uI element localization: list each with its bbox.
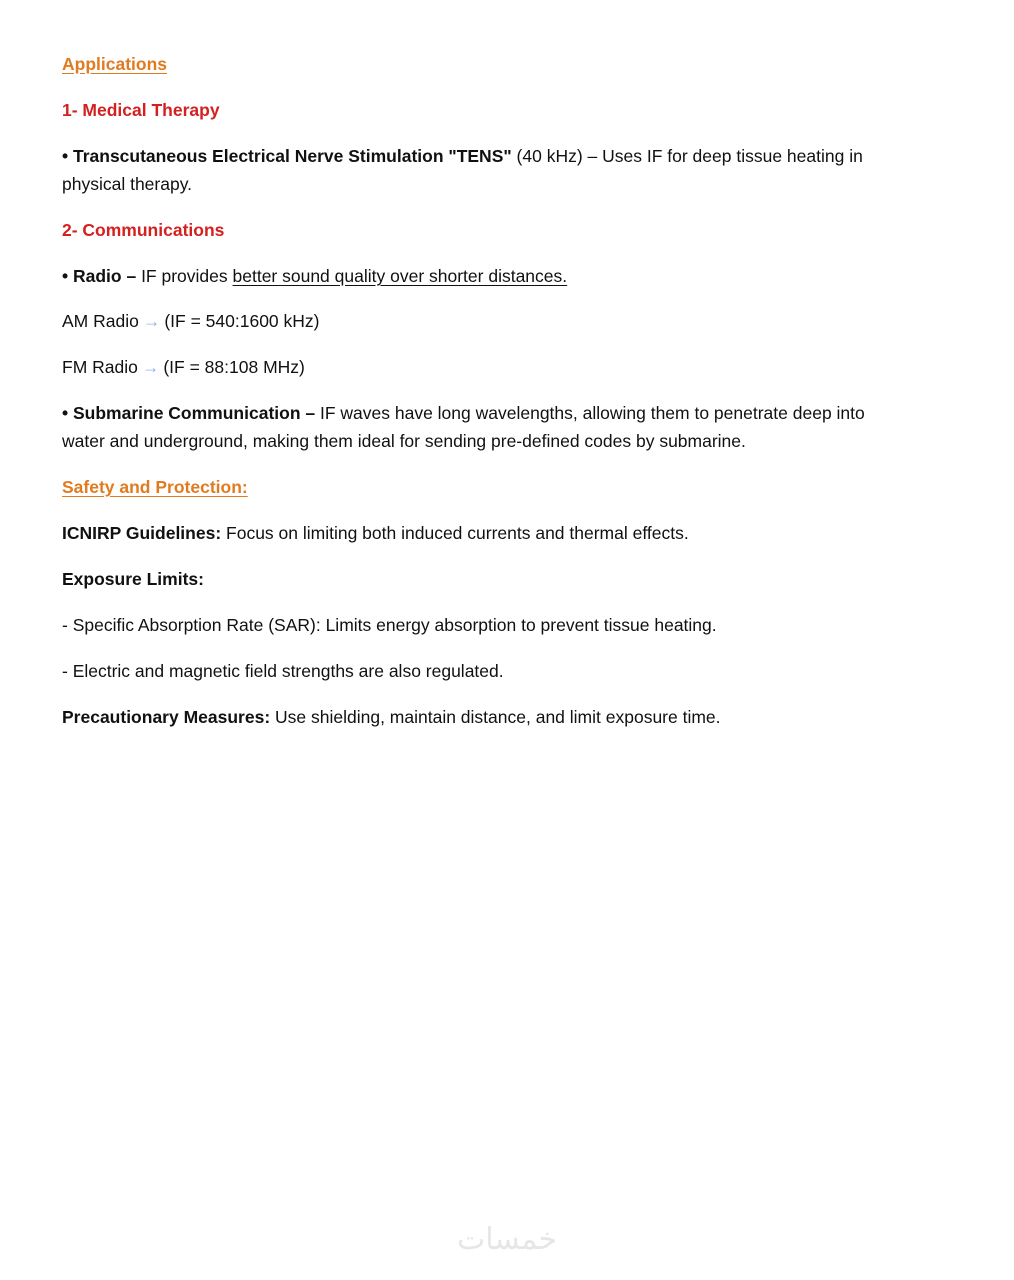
watermark-logo: خمسات	[456, 1222, 558, 1257]
tens-description: (40 kHz) – Uses IF for deep tissue heating in	[511, 146, 863, 166]
applications-heading-text: Applications	[62, 54, 168, 74]
arrow-right-icon: →	[142, 311, 161, 331]
precaution-text: Use shielding, maintain distance, and limit exposure time.	[270, 707, 721, 727]
fm-radio-value: (IF = 88:108 MHz)	[163, 357, 305, 377]
applications-heading	[62, 50, 167, 78]
am-radio-value: (IF = 540:1600 kHz)	[164, 311, 320, 331]
field-strengths-line: - Electric and magnetic field strengths are also regulated.	[62, 661, 504, 681]
submarine-paragraph	[62, 399, 942, 455]
icnirp-paragraph	[62, 519, 689, 547]
precaution-paragraph	[62, 703, 721, 731]
icnirp-title: ICNIRP Guidelines:	[62, 523, 222, 543]
tens-paragraph	[62, 142, 942, 198]
submarine-title: • Submarine Communication –	[62, 403, 316, 423]
exposure-limits-heading	[62, 565, 204, 593]
exposure-limits-title: Exposure Limits:	[62, 569, 204, 589]
precaution-title: Precautionary Measures:	[62, 707, 271, 727]
radio-title: • Radio –	[62, 266, 137, 286]
medical-therapy-heading	[62, 96, 220, 124]
safety-heading-text: Safety and Protection:	[62, 477, 248, 497]
safety-heading	[62, 473, 248, 501]
radio-paragraph	[62, 262, 567, 290]
submarine-line-2: water and underground, making them ideal for sending pre-defined codes by submarine.	[62, 431, 746, 451]
radio-underlined-text: better sound quality over shorter distances.	[232, 266, 568, 286]
fm-radio-label: FM Radio	[62, 357, 138, 377]
am-radio-line	[62, 307, 320, 335]
am-radio-label: AM Radio	[62, 311, 139, 331]
submarine-line-1	[62, 399, 942, 427]
communications-heading-text: 2- Communications	[62, 220, 225, 240]
communications-heading	[62, 216, 224, 244]
tens-line-1	[62, 142, 942, 170]
tens-line-2: physical therapy.	[62, 174, 193, 194]
arrow-right-icon: →	[141, 357, 160, 377]
icnirp-text: Focus on limiting both induced currents and thermal effects.	[221, 523, 689, 543]
tens-title: • Transcutaneous Electrical Nerve Stimulation "TENS"	[62, 146, 512, 166]
medical-therapy-heading-text: 1- Medical Therapy	[62, 100, 220, 120]
fm-radio-line	[62, 353, 305, 381]
sar-line: - Specific Absorption Rate (SAR): Limits energy absorption to prevent tissue heating.	[62, 615, 717, 635]
radio-text: IF provides	[136, 266, 233, 286]
submarine-description: IF waves have long wavelengths, allowing them to penetrate deep into	[315, 403, 865, 423]
